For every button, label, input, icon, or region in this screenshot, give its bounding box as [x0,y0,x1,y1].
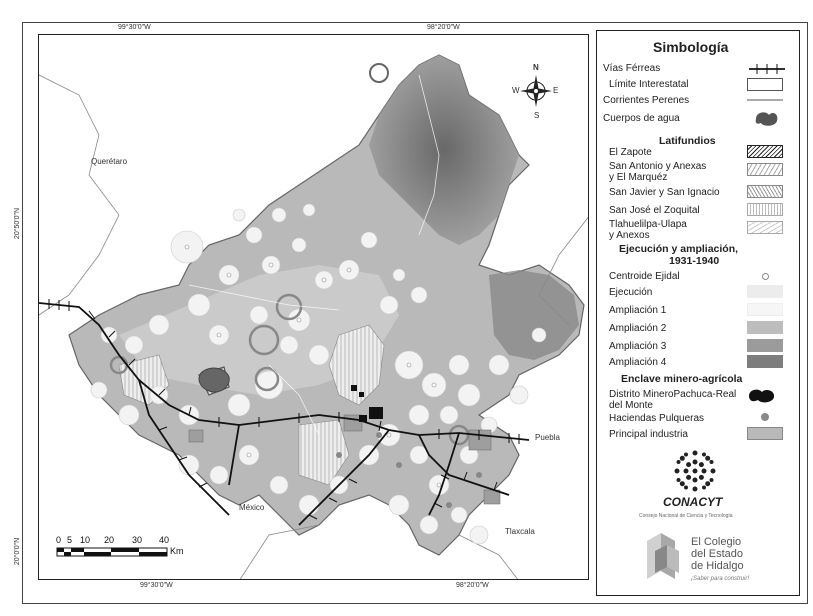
legend-latifundios-title: Latifundios [659,135,716,147]
legend-el-zapote: El Zapote [609,147,652,158]
legend-tlahuelilpa-2: y Anexos [609,230,650,241]
colegio-logo-icon [643,531,685,583]
legend-ampliacion-3: Ampliación 3 [609,341,667,352]
colegio-sub: ¡Saber para construir! [691,576,750,582]
compass-w: W [512,86,520,95]
water-body [199,368,229,392]
legend-ampliacion-1-swatch [747,303,783,316]
legend-el-zapote-swatch [747,145,783,158]
coord-top-right: 98°20'0"W [427,24,460,31]
colegio-line-3: de Hidalgo [691,560,744,572]
label-puebla: Puebla [535,433,560,442]
legend-san-javier: San Javier y San Ignacio [609,187,720,198]
legend-centroide-symbol [762,273,769,280]
legend-water-symbol [753,109,781,129]
conacyt-logo-icon [671,447,719,495]
map-svg [39,35,589,580]
conacyt-label: CONACYT [663,495,723,509]
legend-industria-swatch [747,427,783,440]
legend-rivers: Corrientes Perenes [603,95,690,106]
legend-tlahuelilpa-1: Tlahuelilpa-Ulapa [609,219,687,230]
scale-tick-30: 30 [132,535,143,545]
coord-bottom-left: 99°30'0"W [140,582,173,589]
legend-ejecucion-title-1: Ejecución y ampliación, [619,243,739,255]
legend-ampliacion-3-swatch [747,339,783,352]
map-area[interactable] [38,34,589,580]
state-border-south [239,525,319,580]
legend-panel [596,30,800,596]
compass-rose [520,75,552,107]
colegio-line-1: El Colegio [691,536,742,548]
legend-railways-symbol [747,63,787,75]
legend-railways: Vías Férreas [603,63,661,74]
legend-san-javier-swatch [747,185,783,198]
legend-ampliacion-2-swatch [747,321,783,334]
state-border-north [39,75,119,315]
scale-tick-10: 10 [80,535,91,545]
legend-ejecucion-swatch [747,285,783,298]
legend-ampliacion-2: Ampliación 2 [609,323,667,334]
legend-ampliacion-4-swatch [747,355,783,368]
legend-san-antonio-2: y El Marquéz [609,172,668,183]
legend-enclave-title: Enclave minero-agrícola [621,373,743,385]
compass-n: N [533,63,539,72]
scale-tick-0: 0 [56,535,62,545]
scale-tick-20: 20 [104,535,115,545]
label-mexico: México [239,503,265,512]
scale-bar-graphic [56,547,168,557]
legend-centroide: Centroide Ejidal [609,271,680,282]
legend-title: Simbología [653,39,729,55]
scale-tick-40: 40 [159,535,170,545]
coord-left-bottom: 20°0'0"N [14,537,22,566]
compass-s: S [534,111,540,120]
legend-water: Cuerpos de agua [603,113,680,124]
legend-state-limit-swatch [747,78,783,91]
colegio-line-2: del Estado [691,548,743,560]
coord-left-mid: 20°50'0"N [14,207,22,240]
legend-san-antonio-swatch [747,163,783,176]
legend-ampliacion-1: Ampliación 1 [609,305,667,316]
label-queretaro: Querétaro [91,157,128,166]
legend-ejecucion: Ejecución [609,287,653,298]
legend-state-limit: Límite Interestatal [609,79,689,90]
scale-unit: Km [170,546,184,556]
coord-top-left: 99°30'0"W [118,24,151,31]
legend-san-jose: San José el Zoquital [609,205,700,216]
legend-industria: Principal industria [609,429,688,440]
state-border-southeast [459,535,519,580]
compass-e: E [553,86,559,95]
legend-haciendas-symbol [761,413,769,421]
legend-tlahuelilpa-swatch [747,221,783,234]
north-enclave-marker [370,64,388,82]
legend-mining-symbol [747,387,777,405]
conacyt-sub: Consejo Nacional de Ciencia y Tecnología [639,513,733,519]
legend-mining-1: Distrito MineroPachuca-Real [609,389,737,400]
legend-ejecucion-title-2: 1931-1940 [669,255,720,267]
legend-ampliacion-4: Ampliación 4 [609,357,667,368]
legend-san-jose-swatch [747,203,783,216]
scale-bar [56,535,216,565]
coord-bottom-right: 98°20'0"W [456,582,489,589]
label-tlaxcala: Tlaxcala [505,527,535,536]
scale-tick-5: 5 [67,535,73,545]
legend-rivers-symbol [747,97,783,103]
legend-mining-2: del Monte [609,400,653,411]
legend-haciendas: Haciendas Pulqueras [609,413,705,424]
legend-san-antonio-1: San Antonio y Anexas [609,161,707,172]
